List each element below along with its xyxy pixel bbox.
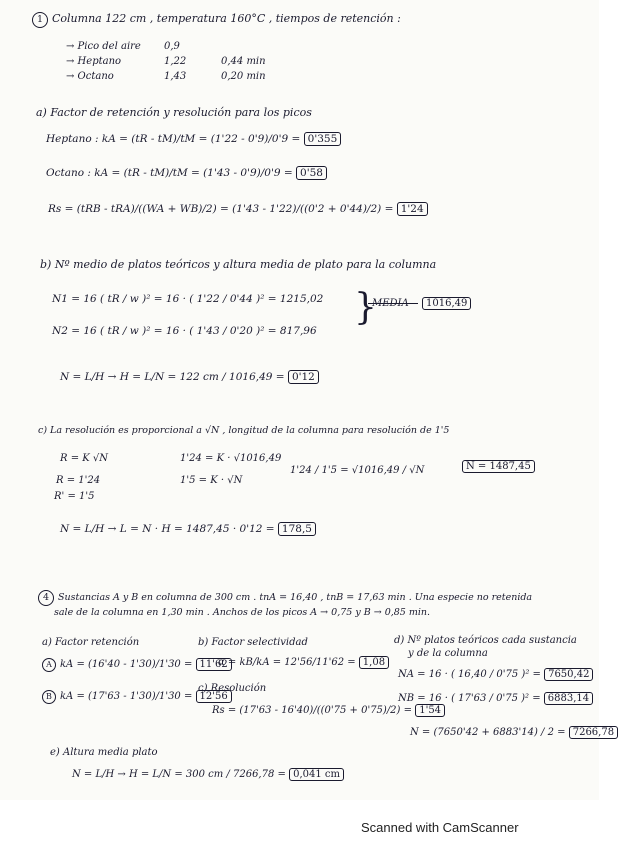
table-row: → Octano bbox=[66, 71, 114, 82]
plates-result bbox=[462, 460, 535, 473]
result-box: 6883,14 bbox=[544, 692, 593, 705]
result-box: 0'12 bbox=[288, 370, 319, 384]
r-prime-value: R' = 1'5 bbox=[54, 491, 95, 502]
plate-height-equation: N = L/H → H = L/N = 122 cm / 1016,49 = 0'12 bbox=[60, 370, 319, 384]
result-box: 1'54 bbox=[415, 704, 445, 717]
camscanner-footer: Scanned with CamScanner bbox=[361, 820, 519, 835]
section-4e-title: e) Altura media plato bbox=[50, 747, 158, 758]
result-box: 1'24 bbox=[397, 202, 428, 216]
k-eq-1: 1'24 = K · √1016,49 bbox=[180, 453, 282, 464]
section-a-title: a) Factor de retención y resolución para los picos bbox=[36, 106, 312, 119]
section-4d-title-2: y de la columna bbox=[408, 648, 488, 659]
media-label: MEDIA bbox=[372, 298, 409, 309]
table-cell-t: 0,20 min bbox=[221, 71, 266, 82]
ratio-eq: 1'24 / 1'5 = √1016,49 / √N bbox=[290, 465, 425, 476]
arrow-line bbox=[368, 303, 418, 304]
plate-height-4-equation: N = L/H → H = L/N = 300 cm / 7266,78 = 0,041 cm bbox=[72, 768, 344, 781]
resolution-4-equation: Rs = (17'63 - 16'40)/((0'75 + 0'75)/2) = 1'54 bbox=[212, 704, 445, 717]
result-box: 12'56 bbox=[196, 690, 232, 703]
length-equation: N = L/H → L = N · H = 1487,45 · 0'12 = 178,5 bbox=[60, 522, 316, 536]
result-box: 1016,49 bbox=[422, 297, 471, 310]
table-row: → Heptano bbox=[66, 56, 122, 67]
result-box: 1,08 bbox=[359, 656, 389, 669]
section-c-title: c) La resolución es proporcional a √N , longitud de la columna para resolución de 1'5 bbox=[38, 425, 450, 436]
section-4b-title: b) Factor selectividad bbox=[198, 637, 308, 648]
octano-equation: Octano : kA = (tR - tM)/tM = (1'43 - 0'9)/0'9 = 0'58 bbox=[46, 166, 327, 180]
problem-1-number: 1 bbox=[32, 12, 48, 28]
selectivity-equation: α = kB/kA = 12'56/11'62 = 1,08 bbox=[218, 656, 389, 669]
problem-1-header: 1 Columna 122 cm , temperatura 160°C , tiempos de retención : bbox=[32, 12, 401, 28]
resolution-equation: Rs = (tRB - tRA)/((WA + WB)/2) = (1'43 - 1'22)/((0'2 + 0'44)/2) = 1'24 bbox=[48, 202, 428, 216]
table-row: → Pico del aire bbox=[66, 41, 141, 52]
result-box: 178,5 bbox=[278, 522, 316, 536]
proportional-eq: R = K √N bbox=[60, 453, 109, 464]
section-4a-title: a) Factor retención bbox=[42, 637, 140, 648]
problem-4-number: 4 bbox=[38, 590, 54, 606]
table-cell-k: 0,9 bbox=[164, 41, 180, 52]
k-eq-2: 1'5 = K · √N bbox=[180, 475, 243, 486]
ka-equation: A kA = (16'40 - 1'30)/1'30 = 11'62 bbox=[42, 658, 232, 672]
result-box: N = 1487,45 bbox=[462, 460, 535, 473]
result-box: 7650,42 bbox=[544, 668, 593, 681]
plates-n2-equation: N2 = 16 ( tR / w )² = 16 · ( 1'43 / 0'20 )² = 817,96 bbox=[52, 325, 317, 337]
problem-4-line-2: sale de la columna en 1,30 min . Anchos de los picos A → 0,75 y B → 0,85 min. bbox=[54, 607, 431, 618]
kb-equation: B kA = (17'63 - 1'30)/1'30 = 12'56 bbox=[42, 690, 232, 704]
plates-n1-equation: N1 = 16 ( tR / w )² = 16 · ( 1'22 / 0'44 )² = 1215,02 bbox=[52, 293, 324, 305]
media-result bbox=[422, 297, 471, 310]
table-cell-k: 1,43 bbox=[164, 71, 187, 82]
result-box: 0'58 bbox=[296, 166, 327, 180]
result-box: 0'355 bbox=[304, 132, 342, 146]
problem-4-line-1: 4 Sustancias A y B en columna de 300 cm . tnA = 16,40 , tnB = 17,63 min . Una especie no retenida bbox=[38, 590, 532, 606]
n-mean-equation: N = (7650'42 + 6883'14) / 2 = 7266,78 bbox=[410, 726, 618, 739]
section-4d-title: d) Nº platos teóricos cada sustancia bbox=[394, 635, 577, 646]
result-box: 7266,78 bbox=[569, 726, 618, 739]
r-value: R = 1'24 bbox=[56, 475, 101, 486]
na-equation: NA = 16 · ( 16,40 / 0'75 )² = 7650,42 bbox=[398, 668, 593, 681]
section-b-title: b) Nº medio de platos teóricos y altura media de plato para la columna bbox=[40, 258, 437, 271]
heptano-equation: Heptano : kA = (tR - tM)/tM = (1'22 - 0'9)/0'9 = 0'355 bbox=[46, 132, 341, 146]
table-cell-t: 0,44 min bbox=[221, 56, 266, 67]
nb-equation: NB = 16 · ( 17'63 / 0'75 )² = 6883,14 bbox=[398, 692, 593, 705]
table-cell-k: 1,22 bbox=[164, 56, 187, 67]
result-box: 0,041 cm bbox=[289, 768, 344, 781]
section-4c-title: c) Resolución bbox=[198, 683, 267, 694]
result-box: 11'62 bbox=[196, 658, 232, 671]
brace: } bbox=[354, 287, 377, 328]
